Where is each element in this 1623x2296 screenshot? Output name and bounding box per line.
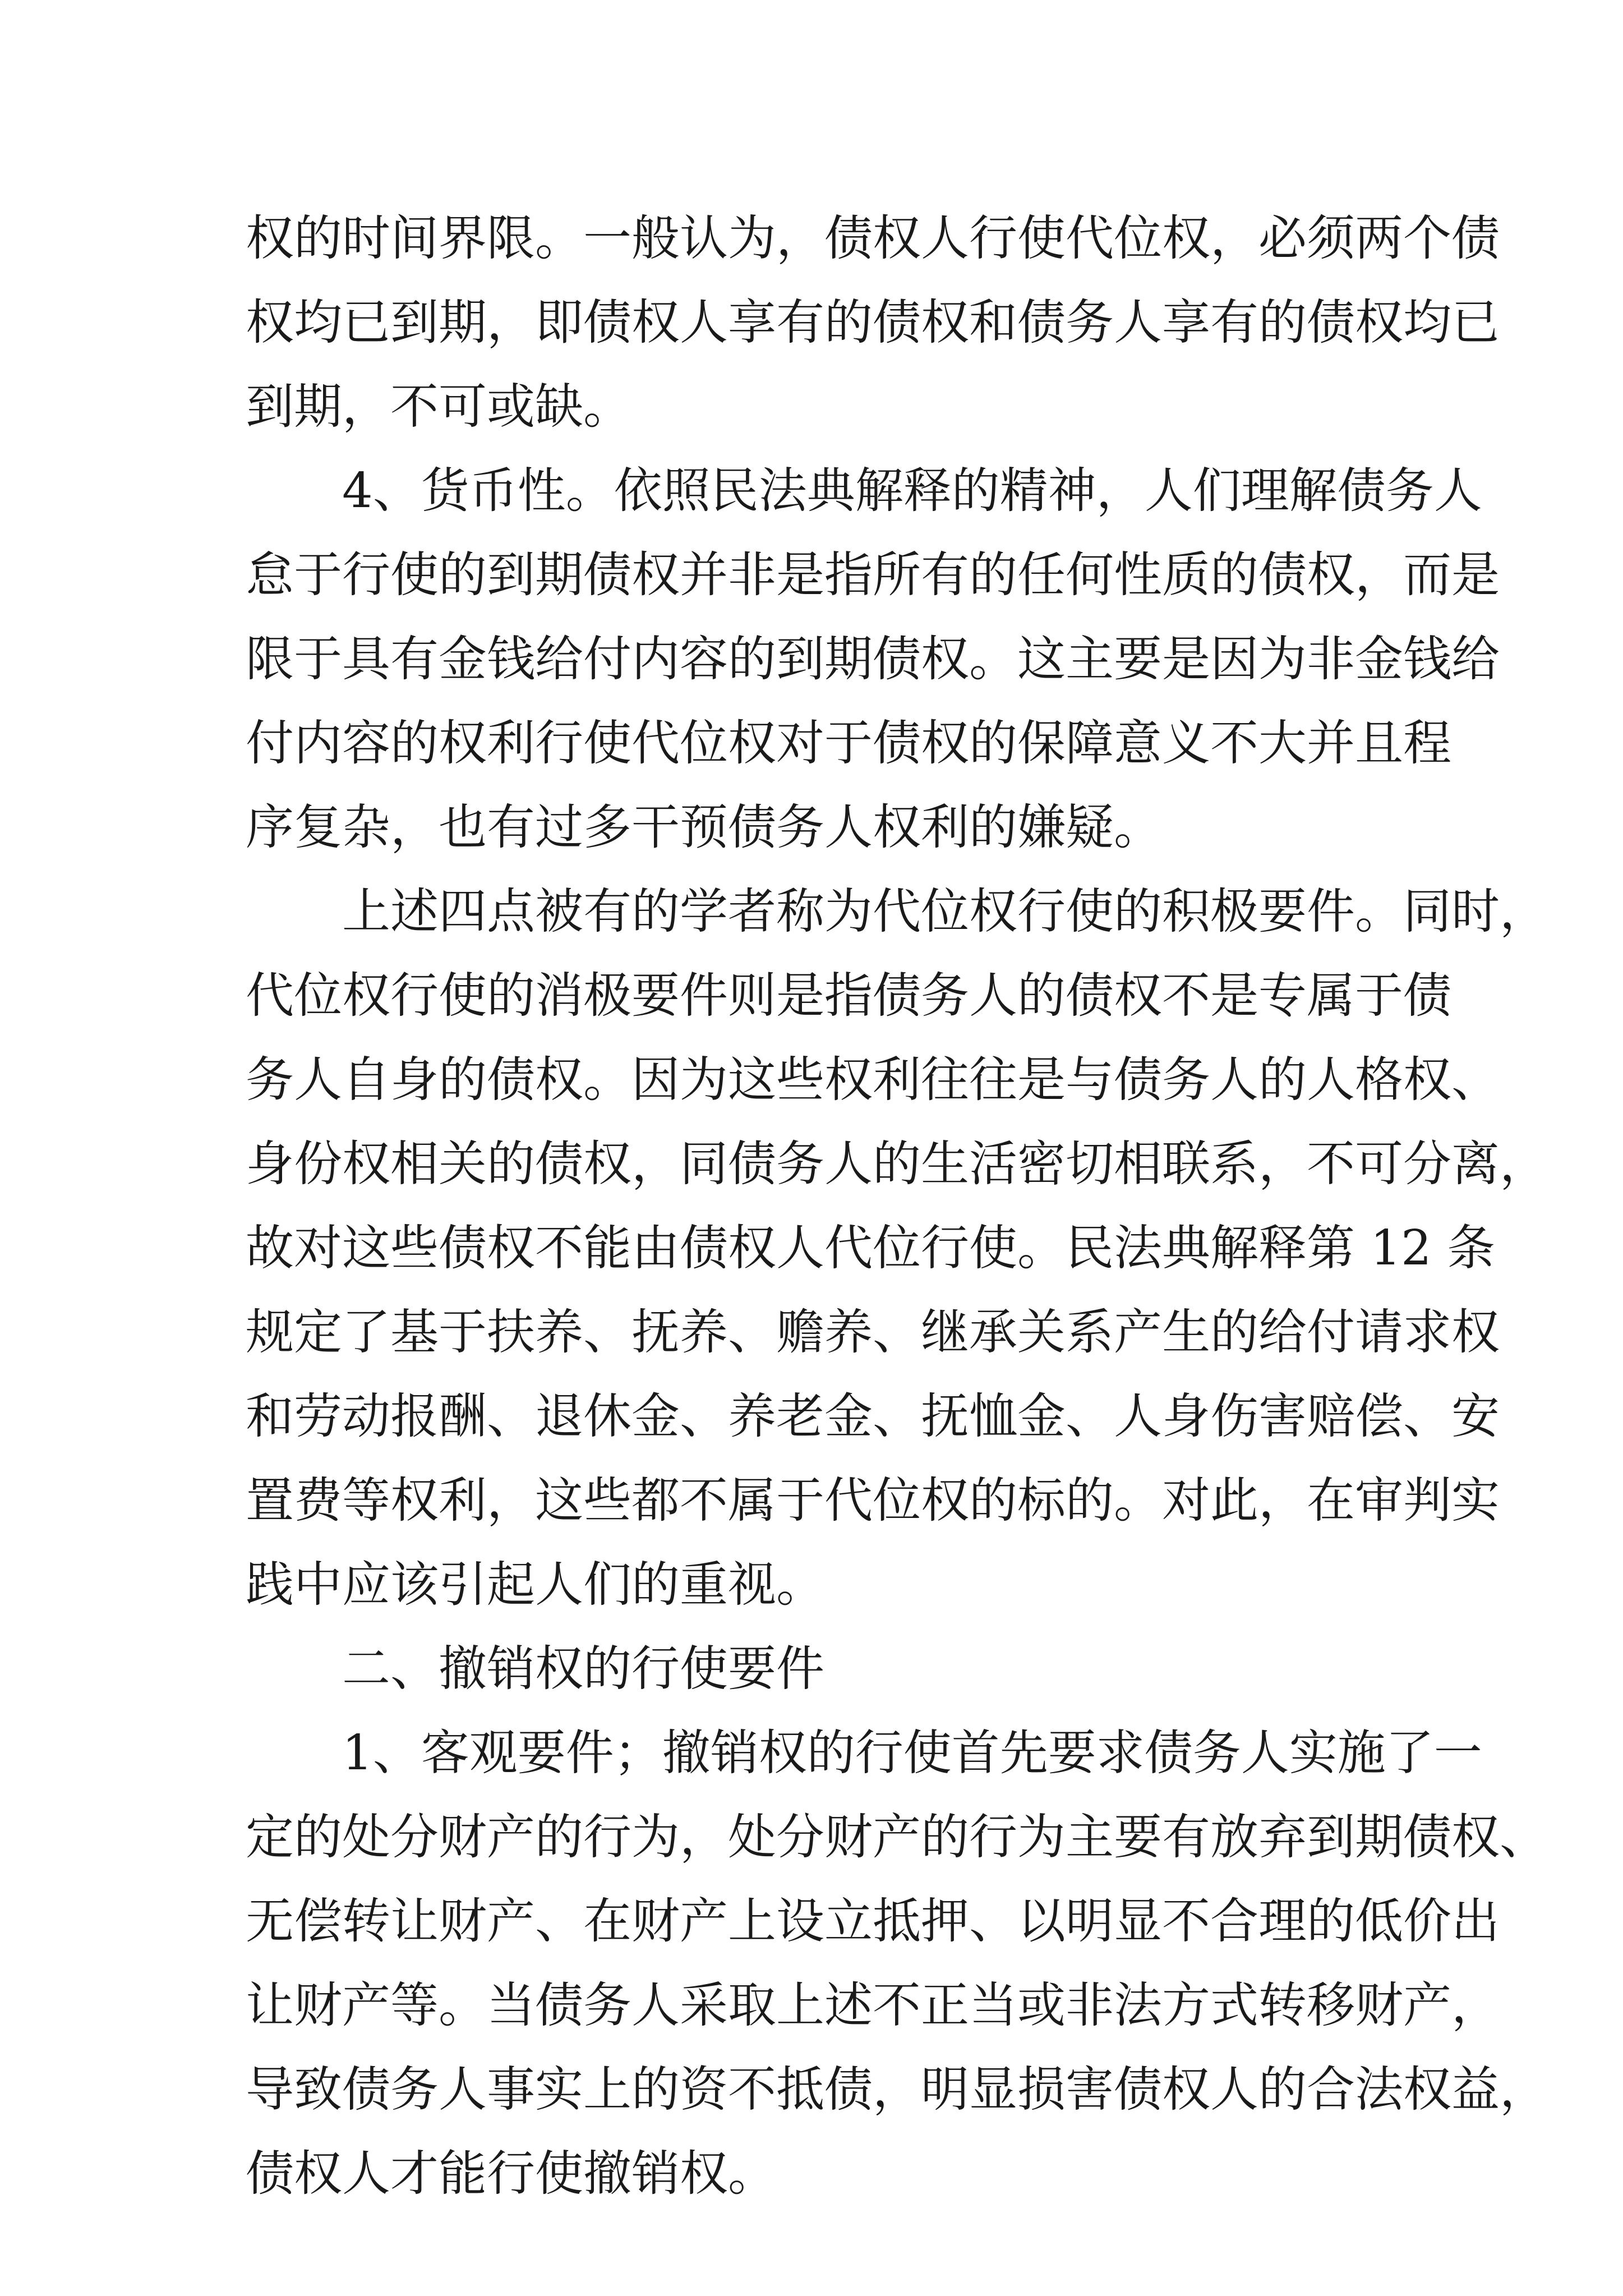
text-line: 权均已到期，即债权人享有的债权和债务人享有的债权均已 xyxy=(246,295,1500,351)
text-line: 4、货币性。依照民法典解释的精神，人们理解债务人 xyxy=(246,463,1482,519)
text-line: 导致债务人事实上的资不抵债，明显损害债权人的合法权益， xyxy=(246,2062,1548,2118)
text-line: 和劳动报酬、退休金、养老金、抚恤金、人身伤害赔偿、安 xyxy=(246,1388,1500,1444)
text-line: 让财产等。当债务人采取上述不正当或非法方式转移财产， xyxy=(246,1977,1500,2033)
text-line: 到期，不可或缺。 xyxy=(246,379,631,435)
paragraph xyxy=(246,869,1548,1627)
text-line: 二、撤销权的行使要件 xyxy=(246,1641,824,1697)
paragraph xyxy=(246,196,1500,449)
text-line: 置费等权利，这些都不属于代位权的标的。对此，在审判实 xyxy=(246,1473,1500,1529)
text-line: 定的处分财产的行为，处分财产的行为主要有放弃到期债权、 xyxy=(246,1809,1548,1865)
text-line: 序复杂，也有过多干预债务人权利的嫌疑。 xyxy=(246,799,1162,855)
text-line: 务人自身的债权。因为这些权利往往是与债务人的人格权、 xyxy=(246,1052,1500,1108)
text-line: 故对这些债权不能由债权人代位行使。民法典解释第 12 条 xyxy=(246,1220,1496,1276)
text-line: 规定了基于扶养、抚养、赡养、继承关系产生的给付请求权 xyxy=(246,1304,1500,1360)
paragraph xyxy=(246,1711,1548,2216)
text-line: 限于具有金钱给付内容的到期债权。这主要是因为非金钱给 xyxy=(246,631,1500,687)
text-line: 无偿转让财产、在财产上设立抵押、以明显不合理的低价出 xyxy=(246,1893,1500,1949)
text-line: 1、客观要件；撤销权的行使首先要求债务人实施了一 xyxy=(246,1725,1482,1781)
text-line: 付内容的权利行使代位权对于债权的保障意义不大并且程 xyxy=(246,715,1451,771)
text-line: 债权人才能行使撤销权。 xyxy=(246,2146,776,2202)
text-line: 怠于行使的到期债权并非是指所有的任何性质的债权，而是 xyxy=(246,547,1500,603)
paragraph xyxy=(246,449,1500,869)
text-line: 身份权相关的债权，同债务人的生活密切相联系，不可分离， xyxy=(246,1136,1548,1192)
body-text xyxy=(246,196,1548,2216)
section-heading xyxy=(246,1627,1384,1711)
text-line: 代位权行使的消极要件则是指债务人的债权不是专属于债 xyxy=(246,968,1451,1024)
text-line: 权的时间界限。一般认为，债权人行使代位权，必须两个债 xyxy=(246,210,1500,266)
text-line: 践中应该引起人们的重视。 xyxy=(246,1557,824,1613)
text-line: 上述四点被有的学者称为代位权行使的积极要件。同时， xyxy=(246,884,1548,940)
